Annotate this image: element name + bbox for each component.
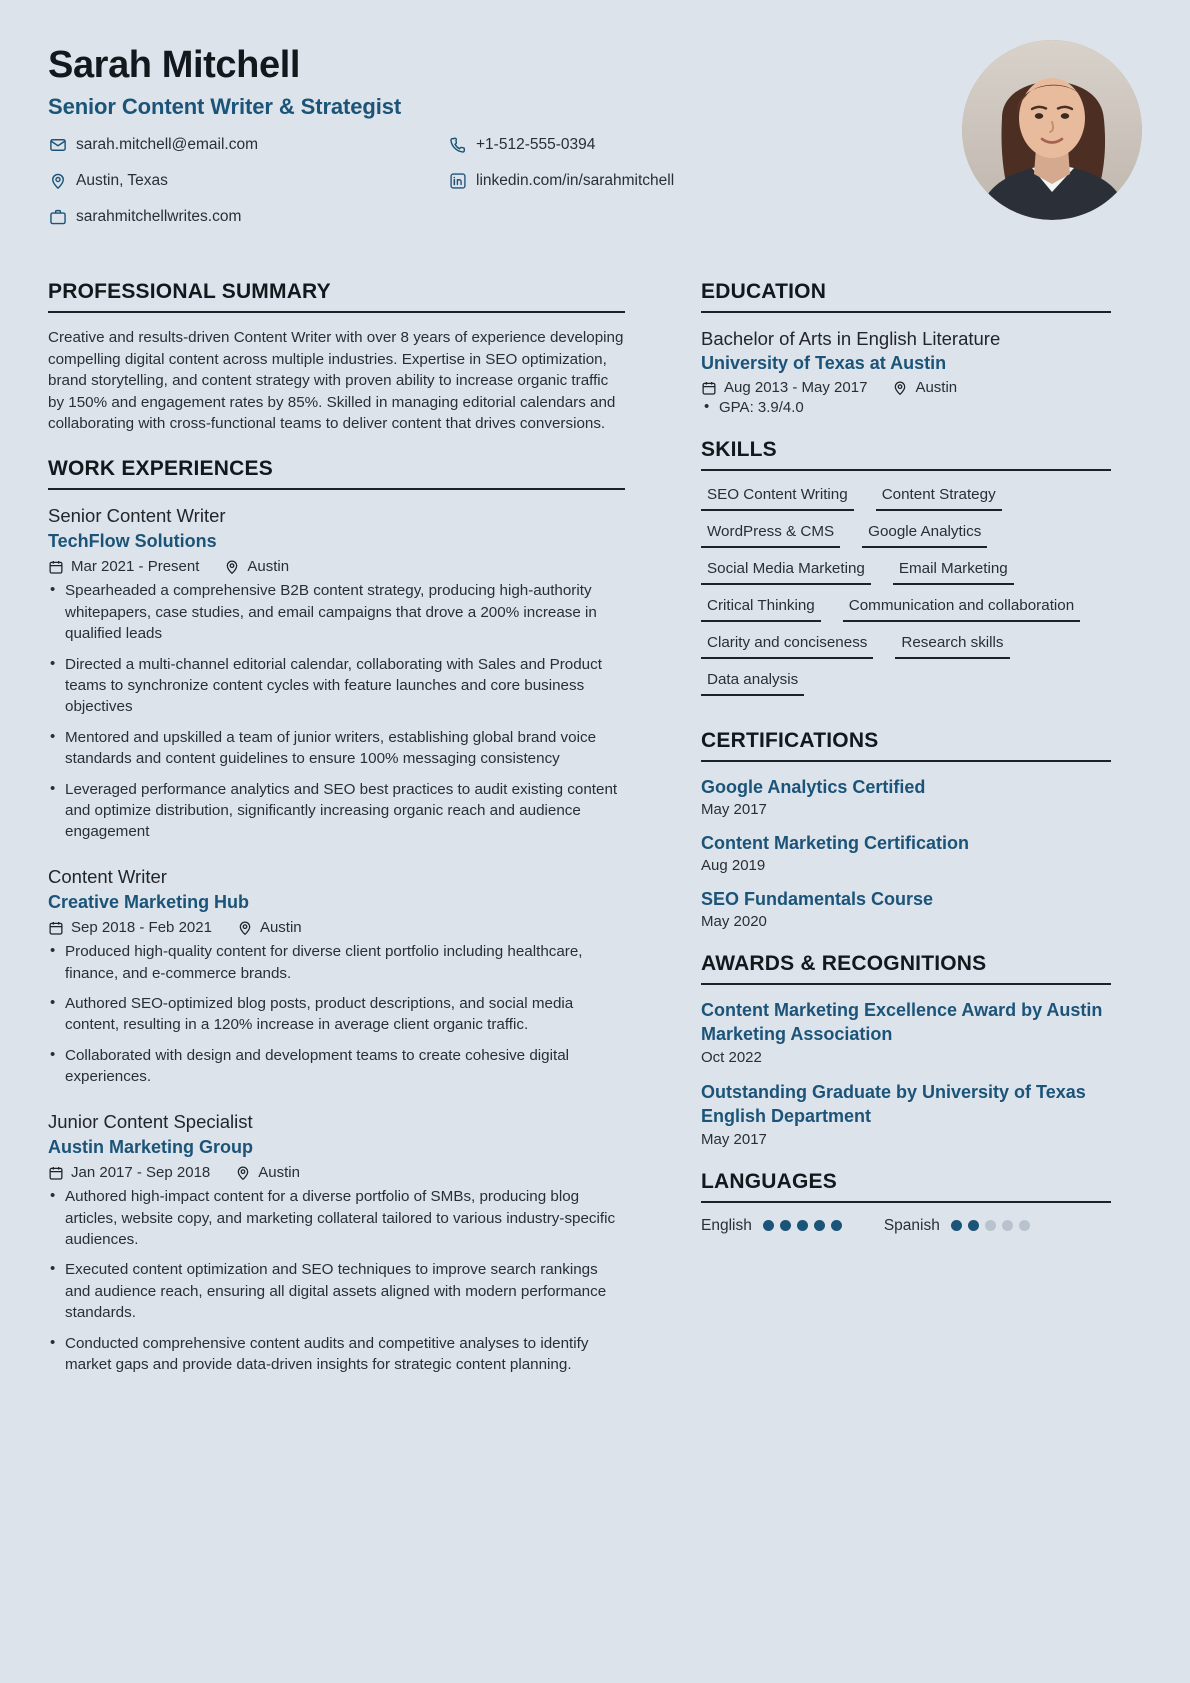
section-heading: CERTIFICATIONS — [701, 729, 879, 753]
skill-chip: WordPress & CMS — [701, 522, 840, 548]
job-dates-text: Mar 2021 - Present — [71, 558, 200, 576]
skill-chip: Data analysis — [701, 670, 804, 696]
job-title: Junior Content Specialist — [48, 1110, 253, 1132]
job-meta — [48, 919, 625, 936]
job-company: Creative Marketing Hub — [48, 891, 250, 912]
certification-list — [701, 776, 1111, 930]
job-title: Senior Content Writer — [48, 504, 226, 526]
pin-icon — [235, 1165, 251, 1181]
language-name: English — [701, 1216, 752, 1234]
skill-chip: SEO Content Writing — [701, 485, 854, 511]
location-icon — [48, 172, 67, 191]
award-name: Content Marketing Excellence Award by Austin Marketing Association — [701, 1000, 1103, 1045]
proficiency-dot — [780, 1220, 791, 1231]
section-professional-summary — [48, 280, 625, 435]
job-dates — [48, 558, 199, 575]
skill-chip: Google Analytics — [862, 522, 987, 548]
professional-headline: Senior Content Writer & Strategist — [48, 93, 402, 119]
section-certifications — [701, 729, 1111, 930]
skill-chip: Communication and collaboration — [843, 596, 1080, 622]
job-bullet: • Directed a multi-channel editorial calendar, collaborating with Sales and Product teams to synchronize content cycles with feature launches and core business objectives — [48, 654, 625, 718]
calendar-icon — [48, 559, 64, 575]
job-location — [237, 919, 302, 936]
section-work-experiences — [48, 457, 625, 1376]
language-entry — [884, 1217, 1030, 1235]
job-bullet: • Mentored and upskilled a team of junior writers, establishing global brand voice standards and content guidelines to ensure 100% messaging consistency — [48, 727, 625, 770]
section-divider — [701, 469, 1111, 471]
contact-item-email[interactable] — [48, 136, 448, 155]
contact-text: sarahmitchellwrites.com — [76, 207, 242, 225]
pin-icon — [237, 920, 253, 936]
contact-text: linkedin.com/in/sarahmitchell — [476, 171, 675, 189]
job-bullet: • Leveraged performance analytics and SEO best practices to audit existing content and optimize distribution, significantly increasing organic reach and audience engagement — [48, 779, 625, 843]
skill-list — [701, 485, 1111, 707]
skill-chip: Clarity and conciseness — [701, 633, 873, 659]
certification-name: Google Analytics Certified — [701, 777, 926, 798]
job-dates — [48, 1164, 210, 1181]
award-date: Oct 2022 — [701, 1049, 762, 1067]
resume-header — [48, 44, 1142, 254]
portfolio-icon — [48, 208, 67, 227]
award-name: Outstanding Graduate by University of Texas English Department — [701, 1082, 1086, 1126]
work-entry — [48, 1110, 625, 1376]
job-location — [235, 1164, 300, 1181]
section-heading: AWARDS & RECOGNITIONS — [701, 952, 987, 976]
language-proficiency — [763, 1220, 842, 1231]
resume-body — [48, 280, 1142, 1397]
certification-entry — [701, 776, 1111, 818]
work-entry — [48, 865, 625, 1088]
page-title: Sarah Mitchell — [48, 44, 301, 86]
proficiency-dot — [1019, 1220, 1030, 1231]
skill-chip: Social Media Marketing — [701, 559, 871, 585]
job-company: Austin Marketing Group — [48, 1136, 254, 1157]
section-divider — [701, 760, 1111, 762]
skill-chip: Content Strategy — [876, 485, 1002, 511]
education-dates-text: Aug 2013 - May 2017 — [724, 379, 868, 397]
contact-item-location[interactable] — [48, 172, 448, 191]
section-divider — [701, 983, 1111, 985]
language-entry — [701, 1217, 842, 1235]
job-title: Content Writer — [48, 865, 167, 887]
job-dates-text: Sep 2018 - Feb 2021 — [71, 919, 212, 937]
job-bullet: • Spearheaded a comprehensive B2B content strategy, producing high-authority whitepapers, case studies, and email campaigns that drove a 200% increase in qualified leads — [48, 580, 625, 644]
job-meta — [48, 1164, 625, 1181]
certification-name: Content Marketing Certification — [701, 833, 970, 854]
certification-date: May 2020 — [701, 913, 767, 931]
job-location — [224, 558, 289, 575]
proficiency-dot — [831, 1220, 842, 1231]
job-bullet: • Produced high-quality content for diverse client portfolio including healthcare, finance, and e-commerce brands. — [48, 941, 625, 984]
pin-icon — [892, 380, 908, 396]
skill-chip: Critical Thinking — [701, 596, 821, 622]
education-entry-list — [701, 327, 1111, 416]
education-meta — [701, 379, 1111, 396]
section-awards — [701, 952, 1111, 1148]
section-divider — [701, 1201, 1111, 1203]
job-company: TechFlow Solutions — [48, 530, 217, 551]
award-entry — [701, 1081, 1111, 1148]
skill-chip: Email Marketing — [893, 559, 1014, 585]
header-text-block — [48, 44, 868, 244]
contact-item-linkedin[interactable] — [448, 172, 848, 191]
education-dates — [701, 379, 867, 396]
proficiency-dot — [797, 1220, 808, 1231]
certification-entry — [701, 832, 1111, 874]
certification-entry — [701, 888, 1111, 930]
contact-text: Austin, Texas — [76, 171, 168, 189]
job-bullet-list — [48, 941, 625, 1088]
education-bullet: • GPA: 3.9/4.0 — [701, 399, 1111, 416]
section-divider — [48, 311, 625, 313]
section-education — [701, 280, 1111, 416]
certification-date: May 2017 — [701, 801, 767, 819]
work-entry-list — [48, 504, 625, 1376]
certification-date: Aug 2019 — [701, 857, 766, 875]
job-bullet-list — [48, 1186, 625, 1375]
language-proficiency — [951, 1220, 1030, 1231]
job-location-text: Austin — [247, 558, 290, 576]
proficiency-dot — [951, 1220, 962, 1231]
section-divider — [701, 311, 1111, 313]
calendar-icon — [701, 380, 717, 396]
work-entry — [48, 504, 625, 843]
language-name: Spanish — [883, 1216, 940, 1234]
right-column — [701, 280, 1111, 1397]
section-languages — [701, 1170, 1111, 1235]
education-entry — [701, 327, 1111, 416]
section-heading: EDUCATION — [701, 280, 827, 303]
contact-text: sarah.mitchell@email.com — [76, 135, 258, 153]
job-bullet: • Conducted comprehensive content audits and competitive analyses to identify market gaps and provide data-driven insights for strategic content planning. — [48, 1333, 625, 1376]
proficiency-dot — [1002, 1220, 1013, 1231]
certification-name: SEO Fundamentals Course — [701, 889, 934, 910]
email-icon — [48, 136, 67, 155]
job-dates-text: Jan 2017 - Sep 2018 — [71, 1164, 211, 1182]
section-divider — [48, 488, 625, 490]
education-degree: Bachelor of Arts in English Literature — [701, 328, 1001, 349]
job-meta — [48, 558, 625, 575]
proficiency-dot — [985, 1220, 996, 1231]
job-bullet: • Executed content optimization and SEO techniques to improve search rankings and audience reach, ensuring all digital assets aligned with modern performance standards. — [48, 1259, 625, 1323]
section-skills — [701, 438, 1111, 707]
job-bullet: • Authored SEO-optimized blog posts, product descriptions, and social media content, resulting in a 120% increase in average client organic traffic. — [48, 993, 625, 1036]
skill-chip: Research skills — [895, 633, 1009, 659]
award-entry — [701, 999, 1111, 1066]
calendar-icon — [48, 1165, 64, 1181]
contact-list — [48, 136, 848, 244]
proficiency-dot — [763, 1220, 774, 1231]
phone-icon — [448, 136, 467, 155]
section-heading: SKILLS — [701, 438, 777, 462]
left-column — [48, 280, 633, 1397]
contact-item-phone[interactable] — [448, 136, 848, 155]
proficiency-dot — [968, 1220, 979, 1231]
education-school: University of Texas at Austin — [701, 353, 947, 374]
calendar-icon — [48, 920, 64, 936]
avatar — [962, 40, 1142, 220]
contact-item-portfolio[interactable] — [48, 208, 448, 227]
section-heading: LANGUAGES — [701, 1169, 837, 1193]
award-date: May 2017 — [701, 1130, 767, 1148]
job-bullet: • Collaborated with design and development teams to create cohesive digital experiences. — [48, 1045, 625, 1088]
summary-paragraph: Creative and results-driven Content Writer with over 8 years of experience developing compelling digital content across multiple industries. Expertise in SEO optimization, brand storytelling, and content strategy with proven ability to increase organic traffic by 150% and engagement rates by 85%. Skilled in managing editorial calendars and collaborating with cross-functional teams to deliver content that drives conversions. — [48, 329, 624, 433]
job-location-text: Austin — [259, 919, 302, 937]
job-bullet: • Authored high-impact content for a diverse portfolio of SMBs, producing blog articles, website copy, and marketing collateral tailored to various industry-specific audiences. — [48, 1186, 625, 1250]
section-heading: PROFESSIONAL SUMMARY — [48, 280, 331, 303]
pin-icon — [224, 559, 240, 575]
job-location-text: Austin — [258, 1164, 300, 1182]
job-bullet-list — [48, 580, 625, 843]
education-location-text: Austin — [915, 379, 958, 397]
proficiency-dot — [814, 1220, 825, 1231]
contact-text: +1-512-555-0394 — [476, 135, 596, 153]
linkedin-icon — [448, 172, 467, 191]
section-heading: WORK EXPERIENCES — [48, 456, 273, 480]
language-list — [701, 1217, 1111, 1235]
award-list — [701, 999, 1111, 1148]
education-location — [892, 379, 957, 396]
job-dates — [48, 919, 212, 936]
